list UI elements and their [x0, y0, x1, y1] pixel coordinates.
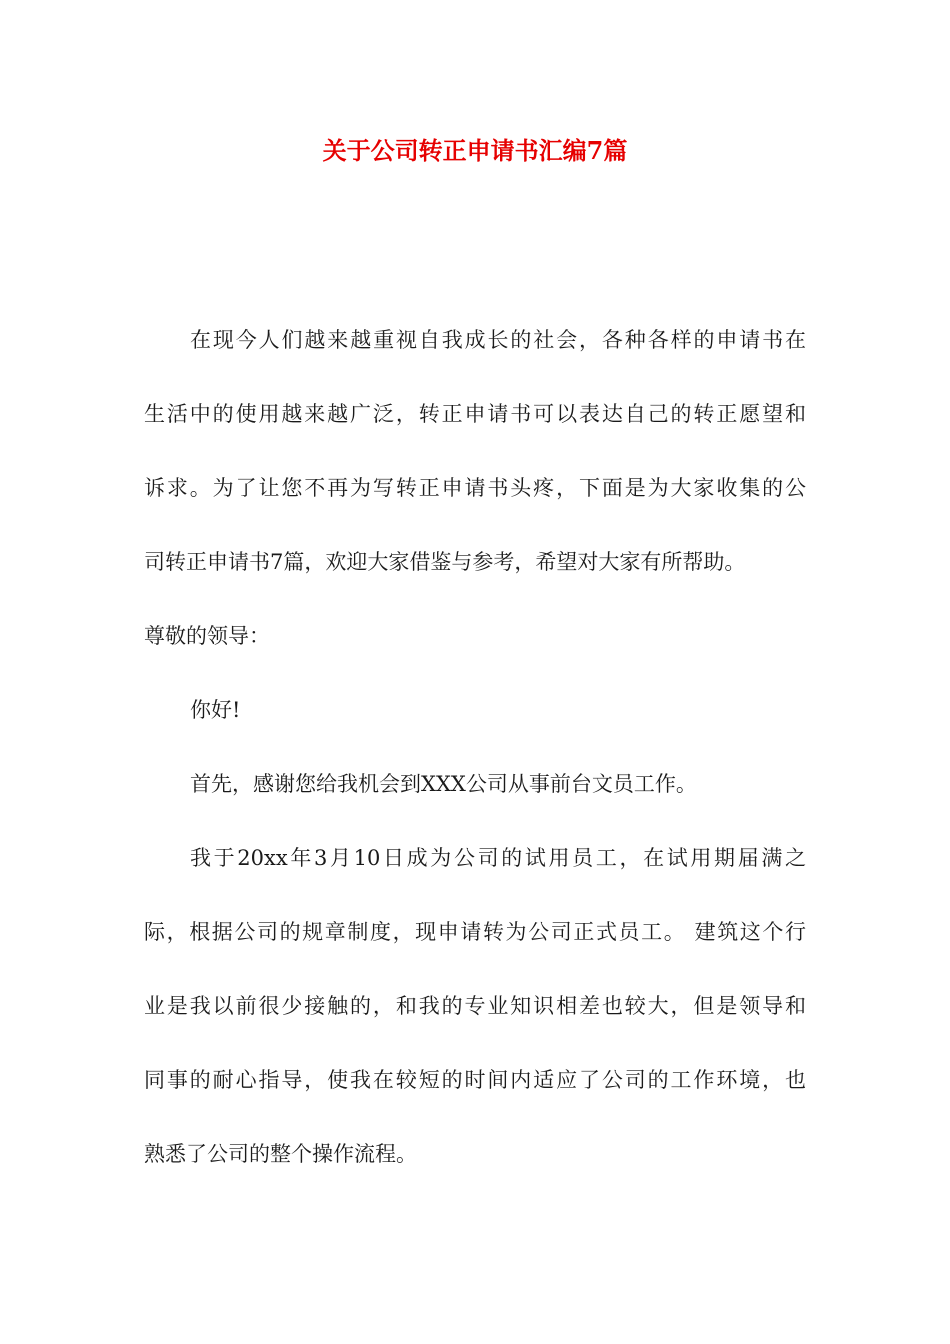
body-line: 我于20xx年3月10日成为公司的试用员工，在试用期届满之 — [190, 846, 806, 870]
body-line: 首先，感谢您给我机会到XXX公司从事前台文员工作。 — [190, 772, 697, 796]
body-line: 熟悉了公司的整个操作流程。 — [144, 1142, 417, 1166]
body-line: 司转正申请书7篇，欢迎大家借鉴与参考，希望对大家有所帮助。 — [144, 550, 746, 574]
body-line: 同事的耐心指导，使我在较短的时间内适应了公司的工作环境，也 — [144, 1068, 806, 1092]
document-title: 关于公司转正申请书汇编7篇 — [322, 136, 628, 165]
body-line: 业是我以前很少接触的，和我的专业知识相差也较大，但是领导和 — [144, 994, 806, 1018]
body-line: 在现今人们越来越重视自我成长的社会，各种各样的申请书在 — [190, 328, 806, 352]
body-line: 诉求。为了让您不再为写转正申请书头疼，下面是为大家收集的公 — [144, 476, 806, 500]
salutation: 尊敬的领导： — [144, 624, 270, 648]
body-line: 生活中的使用越来越广泛，转正申请书可以表达自己的转正愿望和 — [144, 402, 806, 426]
greeting: 你好! — [190, 698, 241, 722]
body-line: 际，根据公司的规章制度，现申请转为公司正式员工。 建筑这个行 — [144, 920, 806, 944]
